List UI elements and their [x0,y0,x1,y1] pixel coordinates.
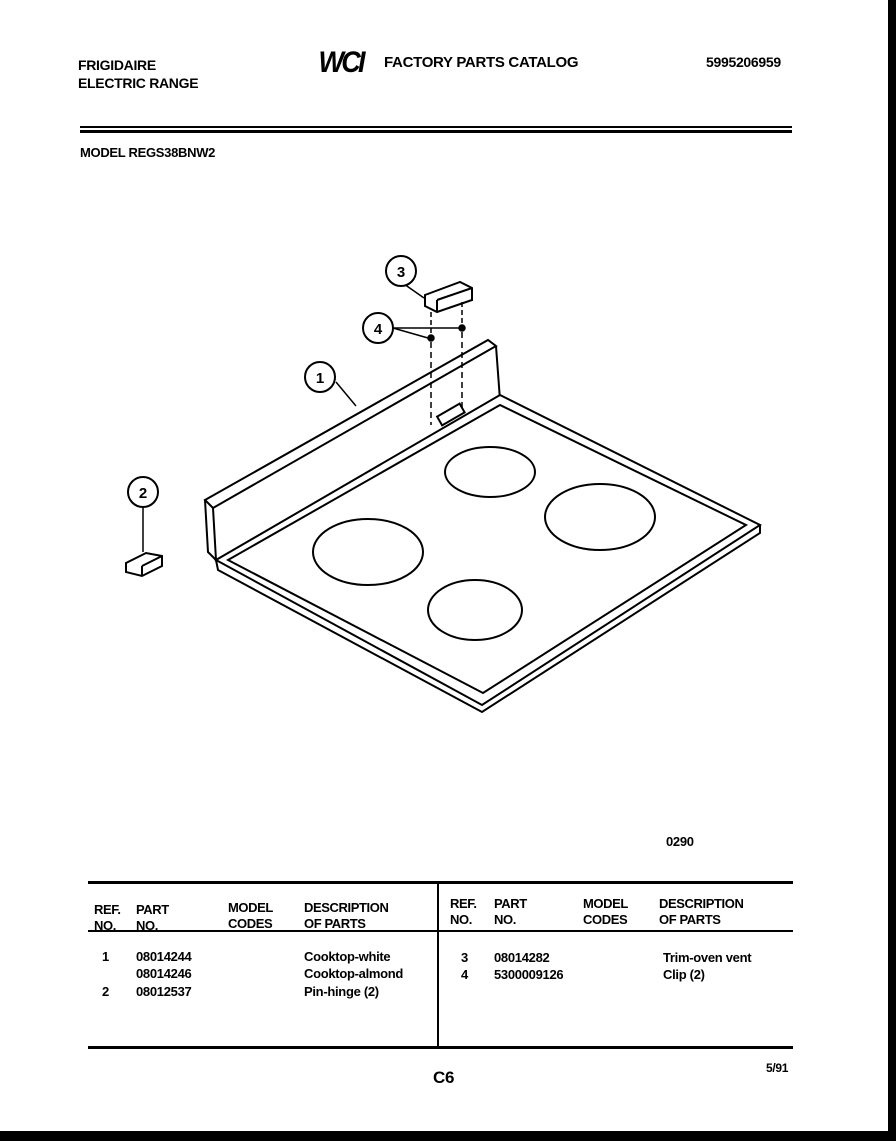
callout-1: 1 [315,370,325,387]
table-header-rule [88,930,793,932]
model-number: MODEL REGS38BNW2 [80,145,216,160]
product-type: ELECTRIC RANGE [78,75,199,91]
table-top-rule [88,881,793,884]
header-model-right: MODEL CODES [583,896,628,927]
catalog-title: FACTORY PARTS CATALOG [384,54,579,71]
callout-3: 3 [396,264,406,281]
header-ref: REF. NO. [94,902,121,933]
brand: FRIGIDAIRE [78,57,156,73]
cooktop-part-1 [205,340,760,712]
catalog-number: 5995206959 [706,54,781,70]
revision-date: 5/91 [766,1061,789,1075]
header-part: PART NO. [136,902,169,933]
header-desc-right: DESCRIPTION OF PARTS [659,896,744,927]
trim-part-3 [425,282,472,312]
diagram-code: 0290 [666,834,694,849]
header-ref-right: REF. NO. [450,896,477,927]
pin-hinge-part-2 [126,553,162,576]
callout-2: 2 [138,485,148,502]
table-divider [437,881,439,1046]
page-number: C6 [433,1068,455,1087]
header-model: MODEL CODES [228,900,273,931]
table-bottom-rule [88,1046,793,1049]
header-part-right: PART NO. [494,896,527,927]
header-desc: DESCRIPTION OF PARTS [304,900,389,931]
callout-4: 4 [373,321,383,338]
wci-logo: WCI [318,46,363,79]
